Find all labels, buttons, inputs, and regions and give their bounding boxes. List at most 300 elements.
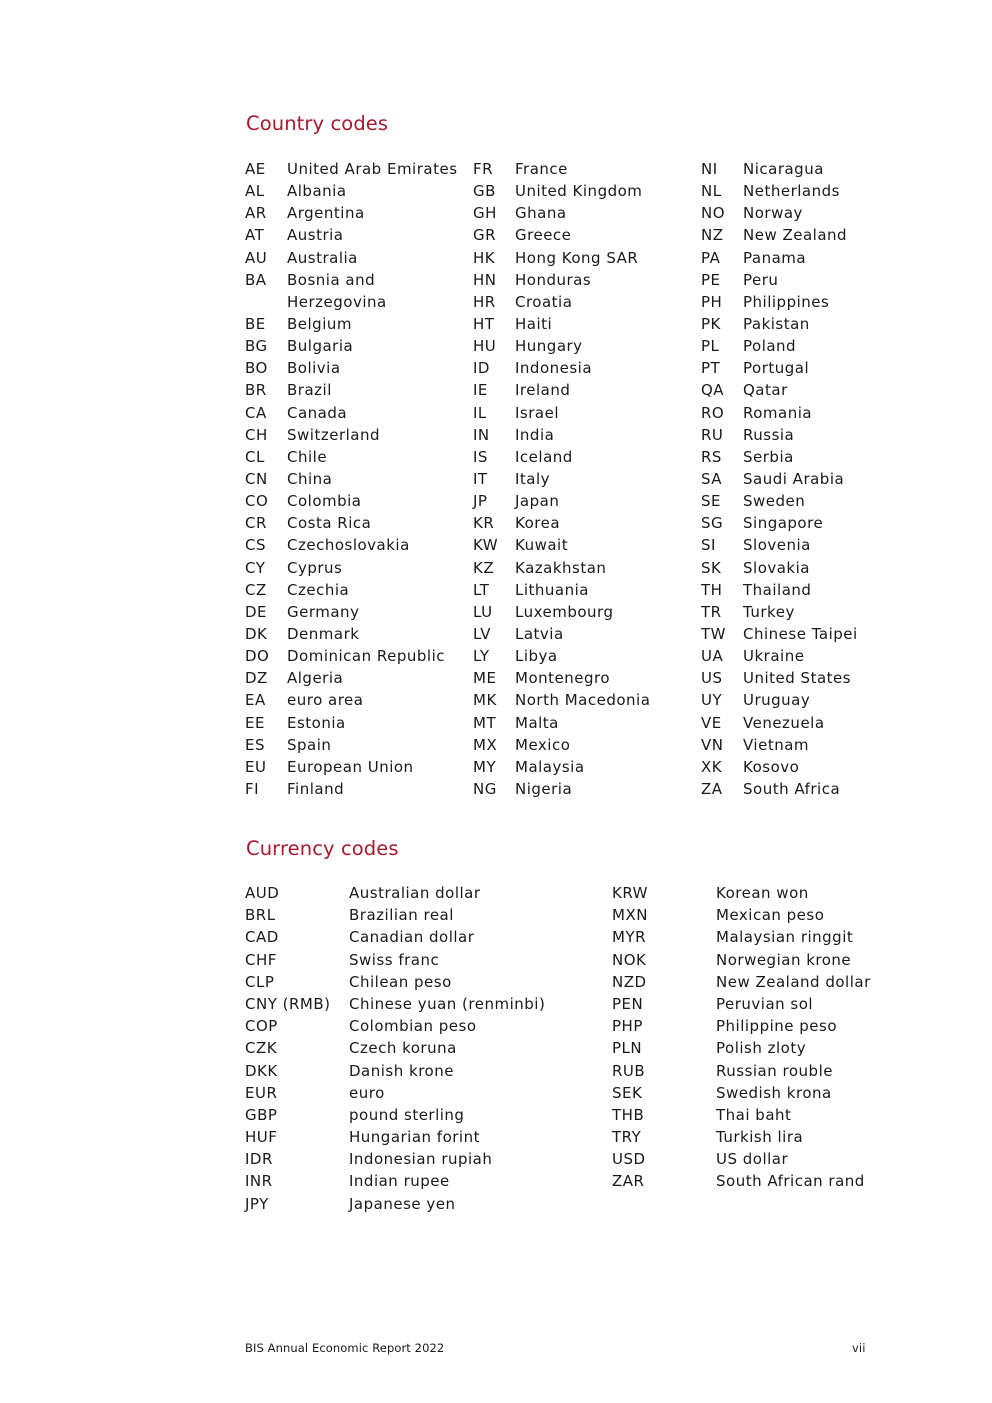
name: New Zealand dollar [716,972,871,991]
code: SK [701,558,722,577]
code: VE [701,713,722,732]
code: CL [245,447,265,466]
name: Luxembourg [515,602,614,621]
country-code-row [245,734,465,756]
name: Serbia [743,447,794,466]
name: Latvia [515,624,564,643]
code: EUR [245,1083,278,1102]
currency-code-row [612,949,902,971]
country-code-row [473,402,693,424]
code: UA [701,647,724,666]
country-code-row [245,269,465,313]
name: Nigeria [515,779,573,798]
code: CLP [245,972,275,991]
country-code-row [701,557,901,579]
code: CHF [245,950,277,969]
name: European Union [287,757,414,776]
name: Honduras [515,270,592,289]
code: HR [473,292,496,311]
country-code-row [701,778,901,800]
name: Netherlands [743,182,840,201]
code: BG [245,337,268,356]
code: CZ [245,580,267,599]
name: Malta [515,713,559,732]
name: Poland [743,337,797,356]
country-code-row [473,247,693,269]
name: Czechoslovakia [287,536,410,555]
code: AUD [245,884,280,902]
code: KZ [473,558,495,577]
currency-code-row [612,971,902,993]
code: PL [701,337,720,356]
code: ME [473,669,497,688]
country-code-row [473,158,693,180]
country-code-row [701,402,901,424]
code: KR [473,514,495,533]
country-code-row [245,689,465,711]
country-code-row [473,689,693,711]
name: Libya [515,647,558,666]
name: China [287,469,333,488]
code: NZ [701,226,724,245]
currency-code-row [245,1193,605,1215]
name: Finland [287,779,345,798]
code: PA [701,248,721,267]
name: Austria [287,226,344,245]
country-code-row [473,291,693,313]
code: TRY [612,1128,642,1147]
code: CS [245,536,266,555]
currency-code-row [612,926,902,948]
name: Germany [287,602,360,621]
country-code-row [245,623,465,645]
name: Spain [287,735,332,754]
currency-code-row [612,1126,902,1148]
name: Korea [515,514,561,533]
name: Chile [287,447,328,466]
country-code-row [473,557,693,579]
country-code-row [701,756,901,778]
code: CR [245,514,267,533]
code: CA [245,403,267,422]
country-code-row [701,712,901,734]
currency-codes-column-2 [612,882,902,1193]
country-codes-column-1 [245,158,465,800]
country-code-row [701,379,901,401]
currency-codes-column-1 [245,882,605,1215]
code: BA [245,270,267,289]
name: Russia [743,425,795,444]
code: PHP [612,1017,643,1036]
country-code-row [245,667,465,689]
name: euro area [287,691,364,710]
name: Canada [287,403,348,422]
name: Brazilian real [349,906,454,925]
country-code-row [245,247,465,269]
code: QA [701,381,725,400]
name: euro [349,1083,385,1102]
country-code-row [473,180,693,202]
country-code-row [701,313,901,335]
code: MYR [612,928,647,947]
name: Algeria [287,669,344,688]
code: PT [701,359,721,378]
name: Philippine peso [716,1017,838,1036]
country-code-row [701,357,901,379]
name: Uruguay [743,691,811,710]
code: KRW [612,884,648,902]
country-code-row [473,379,693,401]
country-code-row [245,579,465,601]
code: IS [473,447,488,466]
country-code-row [473,534,693,556]
country-code-row [245,224,465,246]
country-code-row [473,623,693,645]
name: Bulgaria [287,337,354,356]
country-code-row [473,269,693,291]
code: JPY [245,1194,269,1213]
name: Colombia [287,492,362,511]
code: AR [245,204,267,223]
code: HT [473,314,495,333]
country-code-row [701,180,901,202]
code: EA [245,691,266,710]
name: pound sterling [349,1105,465,1124]
country-code-row [473,202,693,224]
code: SEK [612,1083,643,1102]
country-code-row [245,557,465,579]
code: ZAR [612,1172,645,1191]
name: Singapore [743,514,824,533]
name: Czechia [287,580,350,599]
country-code-row [245,601,465,623]
name: Ireland [515,381,571,400]
currency-code-row [612,993,902,1015]
country-code-row [701,667,901,689]
country-code-row [701,623,901,645]
code: DE [245,602,268,621]
name: Chinese yuan (renminbi) [349,994,546,1013]
currency-code-row [245,949,605,971]
name: Indonesia [515,359,593,378]
name: Portugal [743,359,810,378]
name: Sweden [743,492,806,511]
name: Mexico [515,735,571,754]
name: Switzerland [287,425,380,444]
code: CH [245,425,268,444]
name: Japanese yen [349,1194,456,1213]
country-code-row [473,734,693,756]
currency-code-row [245,1104,605,1126]
code: COP [245,1017,278,1036]
currency-code-row [245,993,605,1015]
code: GB [473,182,496,201]
name: Bolivia [287,359,341,378]
code: IT [473,469,488,488]
currency-code-row [245,1060,605,1082]
code: CAD [245,928,279,947]
name: Saudi Arabia [743,469,845,488]
code: UY [701,691,723,710]
name: Hungary [515,337,583,356]
country-code-row [701,424,901,446]
name: Mexican peso [716,906,825,925]
name: France [515,160,568,178]
country-code-row [701,335,901,357]
code: IDR [245,1150,273,1169]
name: Venezuela [743,713,825,732]
name: Belgium [287,315,352,333]
name: Denmark [287,624,360,643]
code: BO [245,359,268,378]
country-code-row [701,601,901,623]
name: Indonesian rupiah [349,1150,493,1169]
code: GR [473,226,497,245]
code: USD [612,1150,646,1169]
code: AL [245,182,265,201]
country-code-row [701,534,901,556]
currency-code-row [245,1082,605,1104]
name: United States [743,669,852,688]
name: Kosovo [743,757,800,776]
name: Greece [515,226,572,245]
footer-report-title: BIS Annual Economic Report 2022 [245,1341,445,1355]
code: CN [245,469,268,488]
currency-code-row [612,1015,902,1037]
code: TW [701,624,726,643]
code: DK [245,624,268,643]
country-code-row [701,247,901,269]
name: India [515,425,555,444]
code: RO [701,403,725,422]
currency-code-row [245,971,605,993]
name: Philippines [743,292,830,311]
name: Italy [515,469,551,488]
country-code-row [473,224,693,246]
name: Pakistan [743,314,810,333]
currency-code-row [612,1148,902,1170]
code: TH [701,580,723,599]
name: South African rand [716,1172,865,1191]
country-code-row [701,446,901,468]
code: XK [701,757,723,776]
currency-code-row [612,1082,902,1104]
code: CY [245,558,266,577]
name: Danish krone [349,1061,454,1080]
name: Hungarian forint [349,1128,480,1147]
code: NO [701,204,726,223]
name: Malaysia [515,757,585,776]
name: Brazil [287,381,332,400]
country-code-row [245,490,465,512]
country-code-row [245,778,465,800]
name: Nicaragua [743,160,824,178]
country-code-row [245,202,465,224]
name: Swedish krona [716,1083,832,1102]
name: Iceland [515,447,573,466]
country-code-row [701,269,901,291]
country-code-row [473,357,693,379]
code: MY [473,757,497,776]
name: Panama [743,248,807,267]
country-code-row [245,756,465,778]
country-codes-title: Country codes [246,112,389,135]
code: IN [473,425,490,444]
currency-code-row [245,926,605,948]
currency-code-row [612,1104,902,1126]
currency-code-row [245,1126,605,1148]
name: Czech koruna [349,1039,457,1058]
code: HN [473,270,497,289]
code: RUB [612,1061,646,1080]
code: EU [245,757,267,776]
code: CZK [245,1039,278,1058]
name: Kazakhstan [515,558,607,577]
name: Swiss franc [349,950,440,969]
name: South Africa [743,779,841,798]
name: Chilean peso [349,972,452,991]
name: Croatia [515,292,573,311]
name: Indian rupee [349,1172,450,1191]
name: Costa Rica [287,514,372,533]
name: United Arab Emirates [287,160,458,178]
name: Qatar [743,381,788,400]
name: Hong Kong SAR [515,248,639,267]
code: IE [473,381,488,400]
currency-codes-title: Currency codes [246,837,399,860]
code: BR [245,381,267,400]
name: Japan [515,492,560,511]
country-code-row [245,335,465,357]
country-code-row [473,468,693,490]
page-number: vii [852,1341,866,1355]
code: HK [473,248,496,267]
name: Chinese Taipei [743,624,858,643]
country-code-row [245,534,465,556]
name: Ukraine [743,647,805,666]
code: DZ [245,669,268,688]
code: EE [245,713,265,732]
code: CO [245,492,269,511]
country-code-row [701,512,901,534]
country-code-row [473,335,693,357]
code: KW [473,536,499,555]
code: BE [245,315,266,333]
country-code-row [473,667,693,689]
name: Russian rouble [716,1061,833,1080]
code: DO [245,647,270,666]
code: PLN [612,1039,643,1058]
name: Norwegian krone [716,950,852,969]
name: Bosnia and Herzegovina [287,270,387,311]
name: Peruvian sol [716,994,814,1013]
name: Lithuania [515,580,589,599]
code: CNY (RMB) [245,994,331,1013]
code: RS [701,447,722,466]
currency-code-row [245,904,605,926]
name: Australian dollar [349,884,481,902]
currency-code-row [245,1148,605,1170]
code: THB [612,1105,645,1124]
country-code-row [473,756,693,778]
code: LV [473,624,491,643]
name: Kuwait [515,536,569,555]
country-codes-column-3 [701,158,901,800]
code: NOK [612,950,647,969]
country-code-row [245,645,465,667]
name: Slovenia [743,536,811,555]
name: Norway [743,204,803,223]
country-code-row [245,446,465,468]
country-code-row [245,313,465,335]
country-code-row [473,778,693,800]
country-code-row [701,689,901,711]
country-code-row [473,579,693,601]
currency-code-row [245,882,605,904]
currency-code-row [612,904,902,926]
name: Malaysian ringgit [716,928,854,947]
country-code-row [473,601,693,623]
name: Ghana [515,204,567,223]
code: RU [701,425,724,444]
code: ID [473,359,490,378]
name: Colombian peso [349,1017,477,1036]
code: PH [701,292,723,311]
code: NZD [612,972,647,991]
code: ES [245,735,265,754]
code: GBP [245,1105,278,1124]
code: PE [701,270,721,289]
name: Polish zloty [716,1039,807,1058]
country-code-row [245,180,465,202]
name: Thai baht [716,1105,792,1124]
code: BRL [245,906,276,925]
country-code-row [473,490,693,512]
code: VN [701,735,724,754]
country-code-row [245,379,465,401]
code: TR [701,602,722,621]
country-codes-column-2 [473,158,693,800]
country-code-row [701,468,901,490]
country-code-row [701,158,901,180]
name: Montenegro [515,669,611,688]
code: FI [245,779,260,798]
name: Thailand [743,580,812,599]
code: SI [701,536,716,555]
country-code-row [473,645,693,667]
country-code-row [245,357,465,379]
code: HU [473,337,497,356]
currency-code-row [612,1037,902,1059]
country-code-row [473,712,693,734]
country-code-row [701,490,901,512]
currency-code-row [245,1015,605,1037]
code: NG [473,779,497,798]
name: Vietnam [743,735,810,754]
code: PK [701,314,721,333]
name: Canadian dollar [349,928,475,947]
code: MT [473,713,497,732]
country-code-row [245,468,465,490]
code: ZA [701,779,723,798]
country-code-row [245,158,465,180]
name: Peru [743,270,779,289]
currency-code-row [612,882,902,904]
country-code-row [473,424,693,446]
code: DKK [245,1061,278,1080]
country-code-row [701,291,901,313]
code: PEN [612,994,644,1013]
